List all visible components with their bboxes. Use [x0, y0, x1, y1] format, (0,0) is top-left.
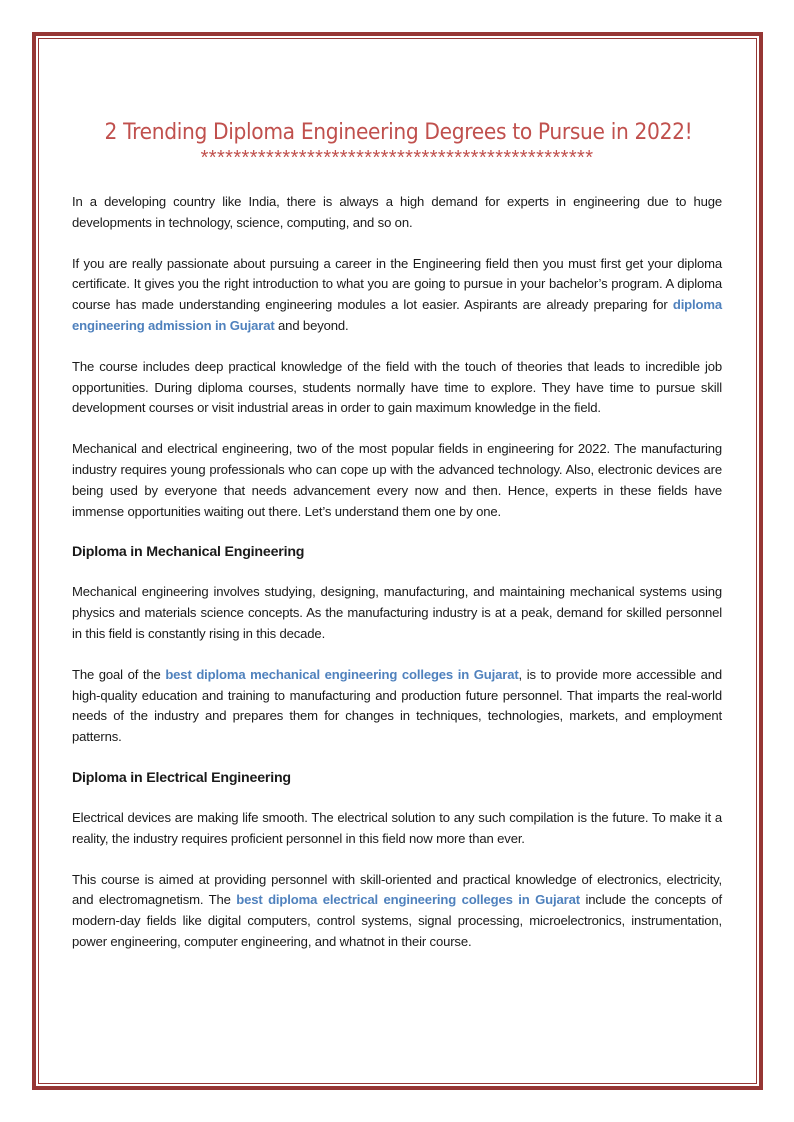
course-practical-paragraph: The course includes deep practical knowledge of the field with the touch of theories that leads to incredible job opportunities. During diploma courses, students normally have time to explore. They have time to pursue skill development courses or visit industrial areas in order to gain maximum knowledge in the field. [72, 358, 722, 416]
electrical-intro-paragraph: Electrical devices are making life smooth. The electrical solution to any such compilation is the future. To make it a reality, the industry requires proficient personnel in this field now more than ever. [72, 809, 722, 846]
electrical-colleges-link[interactable]: best diploma electrical engineering colleges in Gujarat [236, 892, 580, 908]
paragraph-text: This course is aimed at providing personnel with skill-oriented and practical knowledge of electronics, electricity, and electromagnetism. The [72, 871, 722, 908]
title-asterisk-rule: ************************************************ [200, 147, 594, 169]
mechanical-intro-paragraph: Mechanical engineering involves studying, designing, manufacturing, and maintaining mechanical systems using physics and materials science concepts. As the manufacturing industry is at a peak, demand for skilled personnel in this field is constantly rising in this decade. [72, 584, 722, 641]
document-title: 2 Trending Diploma Engineering Degrees to Pursue in 2022! [104, 119, 693, 145]
document-body [72, 117, 722, 953]
diploma-certificate-paragraph [72, 254, 722, 337]
mechanical-section-heading: Diploma in Mechanical Engineering [72, 544, 305, 561]
paragraph-text: include the concepts of modern-day fields like digital computers, control systems, signal processing, microelectronics, instrumentation, power engineering, computer engineering, and whatnot in their course. [72, 892, 722, 949]
admission-gujarat-link[interactable]: diploma engineering admission in Gujarat [72, 297, 722, 333]
electrical-section-heading: Diploma in Electrical Engineering [72, 769, 291, 786]
intro-paragraph: In a developing country like India, there is always a high demand for experts in engineering due to huge developments in technology, science, computing, and so on. [72, 194, 722, 230]
mechanical-colleges-link[interactable]: best diploma mechanical engineering colleges in Gujarat [165, 666, 519, 682]
popular-fields-paragraph: Mechanical and electrical engineering, two of the most popular fields in engineering for 2022. The manufacturing industry requires young professionals who can cope up with the advanced technology. Also, electronic devices are being used by everyone that needs advancement every now and then. Hence, experts in these fields have immense opportunities waiting out there. Let’s understand them one by one. [72, 441, 722, 519]
paragraph-text: The goal of the [72, 666, 166, 682]
paragraph-text: , is to provide more accessible and high-quality education and training to manufacturing and production future personnel. That imparts the real-world needs of the industry and prepares them for changes in techniques, technologies, markets, and employment patterns. [72, 666, 722, 745]
paragraph-text: If you are really passionate about pursuing a career in the Engineering field then you must first get your diploma certificate. It gives you the right introduction to what you are going to pursue in your bachelor’s program. A diploma course has made understanding engineering modules a lot easier. Aspirants are already preparing for [72, 255, 722, 313]
electrical-colleges-paragraph [72, 870, 722, 953]
mechanical-colleges-paragraph [72, 665, 722, 748]
paragraph-text: and beyond. [274, 317, 349, 333]
